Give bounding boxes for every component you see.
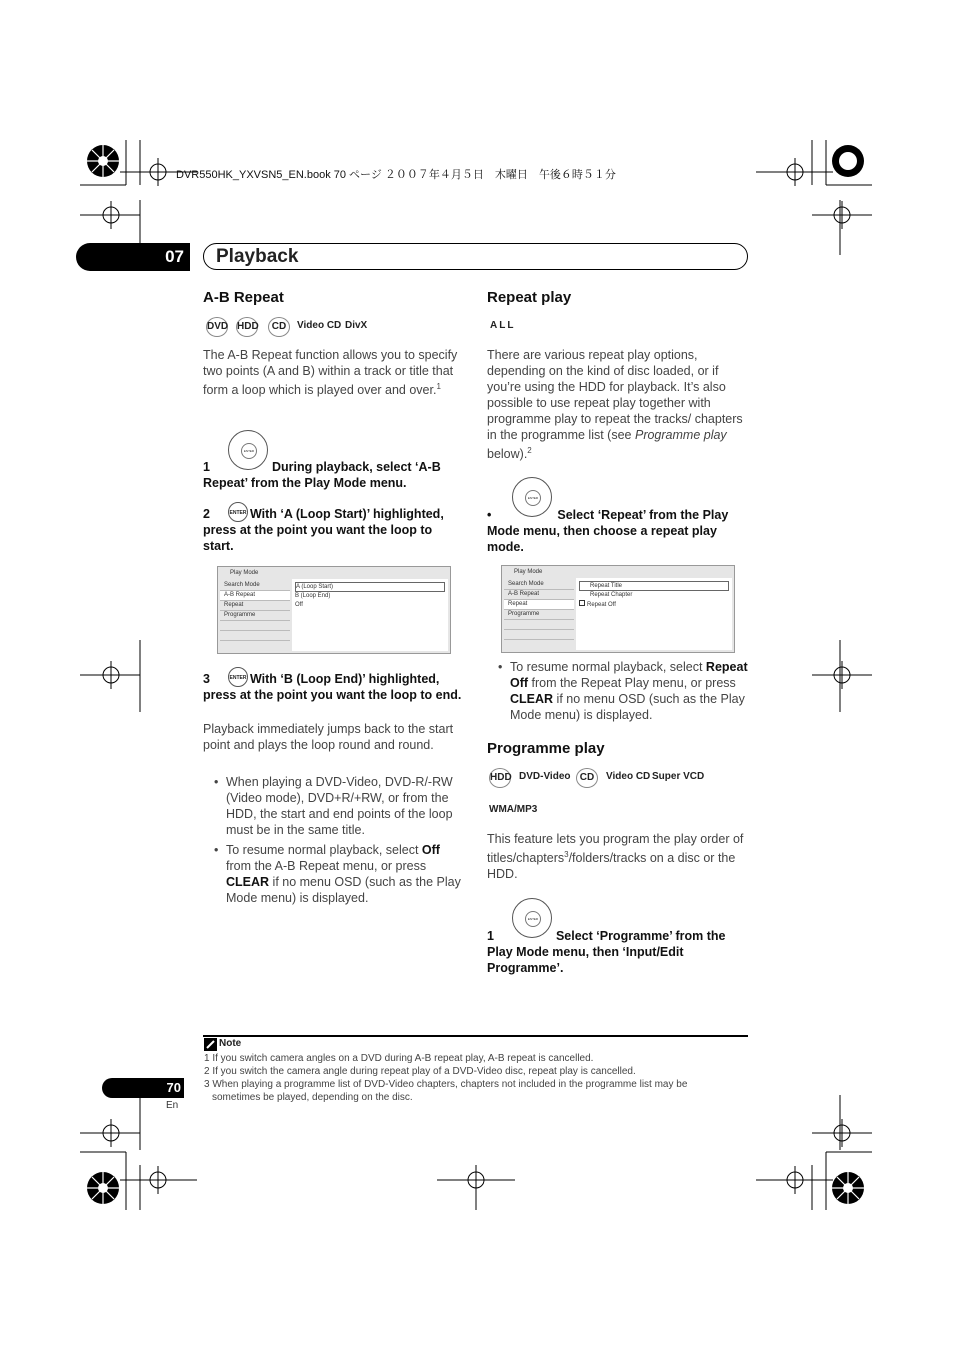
osd-option: B (Loop End): [295, 593, 331, 599]
badge-cd: CD: [268, 317, 290, 337]
ab-repeat-osd-screenshot: [217, 566, 451, 654]
osd-options-panel: [292, 579, 448, 651]
osd-option: Off: [295, 602, 303, 608]
repeat-osd-screenshot: [501, 565, 735, 653]
osd-menu: [504, 580, 574, 640]
osd-menu-item: Programme: [504, 610, 574, 620]
badge-all: ALL: [490, 320, 516, 331]
file-header: DVR550HK_YXVSN5_EN.book 70 ページ ２００７年４月５日 木曜日 午後６時５１分: [176, 169, 616, 181]
page-number: 70: [102, 1078, 184, 1098]
osd-menu-item: A-B Repeat: [220, 591, 290, 601]
badge-wma-mp3: WMA/MP3: [489, 804, 538, 815]
badge-dvd-video: DVD-Video: [519, 771, 571, 782]
footnote: sometimes be played, depending on the disc.: [212, 1092, 413, 1103]
osd-menu-item: Programme: [220, 611, 290, 621]
badge-hdd: HDD: [489, 768, 511, 788]
programme-play-intro: This feature lets you program the play order of titles/chapters$^3$/folders/tracks on a disc or the HDD.: [487, 832, 744, 882]
osd-title: Play Mode: [514, 569, 543, 575]
remote-dial-icon: ENTER: [512, 477, 552, 517]
enter-button-icon: ENTER: [228, 667, 248, 687]
ab-bullet-2: • To resume normal playback, select Off from the A-B Repeat menu, or press CLEAR if no menu OSD (such as the Play Mode menu) is displayed.: [226, 842, 466, 906]
osd-option: A (Loop Start): [295, 582, 445, 592]
programme-play-heading: Programme play: [487, 740, 605, 757]
remote-dial-icon: ENTER: [512, 898, 552, 938]
badge-video-cd: Video CD: [297, 320, 342, 331]
osd-option: Repeat Chapter: [590, 592, 633, 598]
ab-bullet-1: • When playing a DVD-Video, DVD-R/-RW (Video mode), DVD+R/+RW, or from the HDD, the start and end points of the loop must be in the same title.: [226, 774, 466, 838]
badge-dvd: DVD: [206, 317, 228, 337]
badge-super-vcd: Super VCD: [652, 771, 705, 782]
repeat-bullet: • To resume normal playback, select Repeat Off from the Repeat Play menu, or press CLEAR if no menu OSD (such as the Play Mode menu) is displayed.: [510, 659, 750, 723]
footnote: 2 If you switch the camera angle during repeat play of a DVD-Video disc, repeat play is cancelled.: [204, 1066, 636, 1077]
footnote: 3 When playing a programme list of DVD-Video chapters, chapters not included in the programme list may be: [204, 1079, 688, 1090]
ab-step-3: 3 With ‘B (Loop End)’ highlighted, press at the point you want the loop to end.: [203, 672, 462, 702]
note-divider: [203, 1035, 748, 1037]
osd-menu-item: Repeat: [220, 601, 290, 611]
ab-repeat-heading: A-B Repeat: [203, 289, 284, 306]
osd-menu-item: Search Mode: [220, 581, 290, 591]
osd-menu-item: Search Mode: [504, 580, 574, 590]
badge-divx: DivX: [345, 320, 368, 331]
repeat-play-intro: There are various repeat play options, depending on the kind of disc loaded, or if you’re using the HDD for playback. It’s also possible to use repeat play together with programme play to repeat the tracks/ chapters in the programme list (see Programme play below).$^2$: [487, 348, 743, 462]
repeat-step: • Select ‘Repeat’ from the Play Mode menu, then choose a repeat play mode.: [487, 508, 729, 554]
badge-cd: CD: [576, 768, 598, 788]
ab-repeat-intro: The A-B Repeat function allows you to specify two points (A and B) within a track or title that form a loop which is played over and over.$^1$: [203, 348, 458, 398]
ab-step-1: 1 During playback, select ‘A-B Repeat’ from the Play Mode menu.: [203, 460, 441, 490]
osd-menu-item: Repeat: [504, 600, 574, 610]
osd-menu: [220, 581, 290, 641]
note-pencil-icon: [204, 1038, 217, 1051]
chapter-title: Playback: [216, 246, 299, 267]
programme-step-1: 1 Select ‘Programme’ from the Play Mode menu, then ‘Input/Edit Programme’.: [487, 929, 726, 975]
badge-hdd: HDD: [236, 317, 258, 337]
repeat-play-heading: Repeat play: [487, 289, 572, 306]
osd-menu-item: A-B Repeat: [504, 590, 574, 600]
osd-option: Repeat Title: [579, 581, 729, 591]
chapter-number: 07: [76, 243, 190, 271]
ab-step-3-description: Playback immediately jumps back to the start point and plays the loop round and round.: [203, 722, 454, 752]
osd-option: Repeat Off: [579, 600, 616, 608]
ab-step-2: 2 With ‘A (Loop Start)’ highlighted, press at the point you want the loop to start.: [203, 507, 444, 553]
enter-button-icon: ENTER: [228, 502, 248, 522]
osd-title: Play Mode: [230, 570, 259, 576]
footnote: 1 If you switch camera angles on a DVD during A-B repeat play, A-B repeat is cancelled.: [204, 1053, 594, 1064]
osd-options-panel: [576, 578, 732, 650]
note-label: Note: [219, 1038, 242, 1049]
remote-dial-icon: ENTER: [228, 430, 268, 470]
badge-video-cd: Video CD: [606, 771, 651, 782]
page-language: En: [166, 1100, 179, 1111]
